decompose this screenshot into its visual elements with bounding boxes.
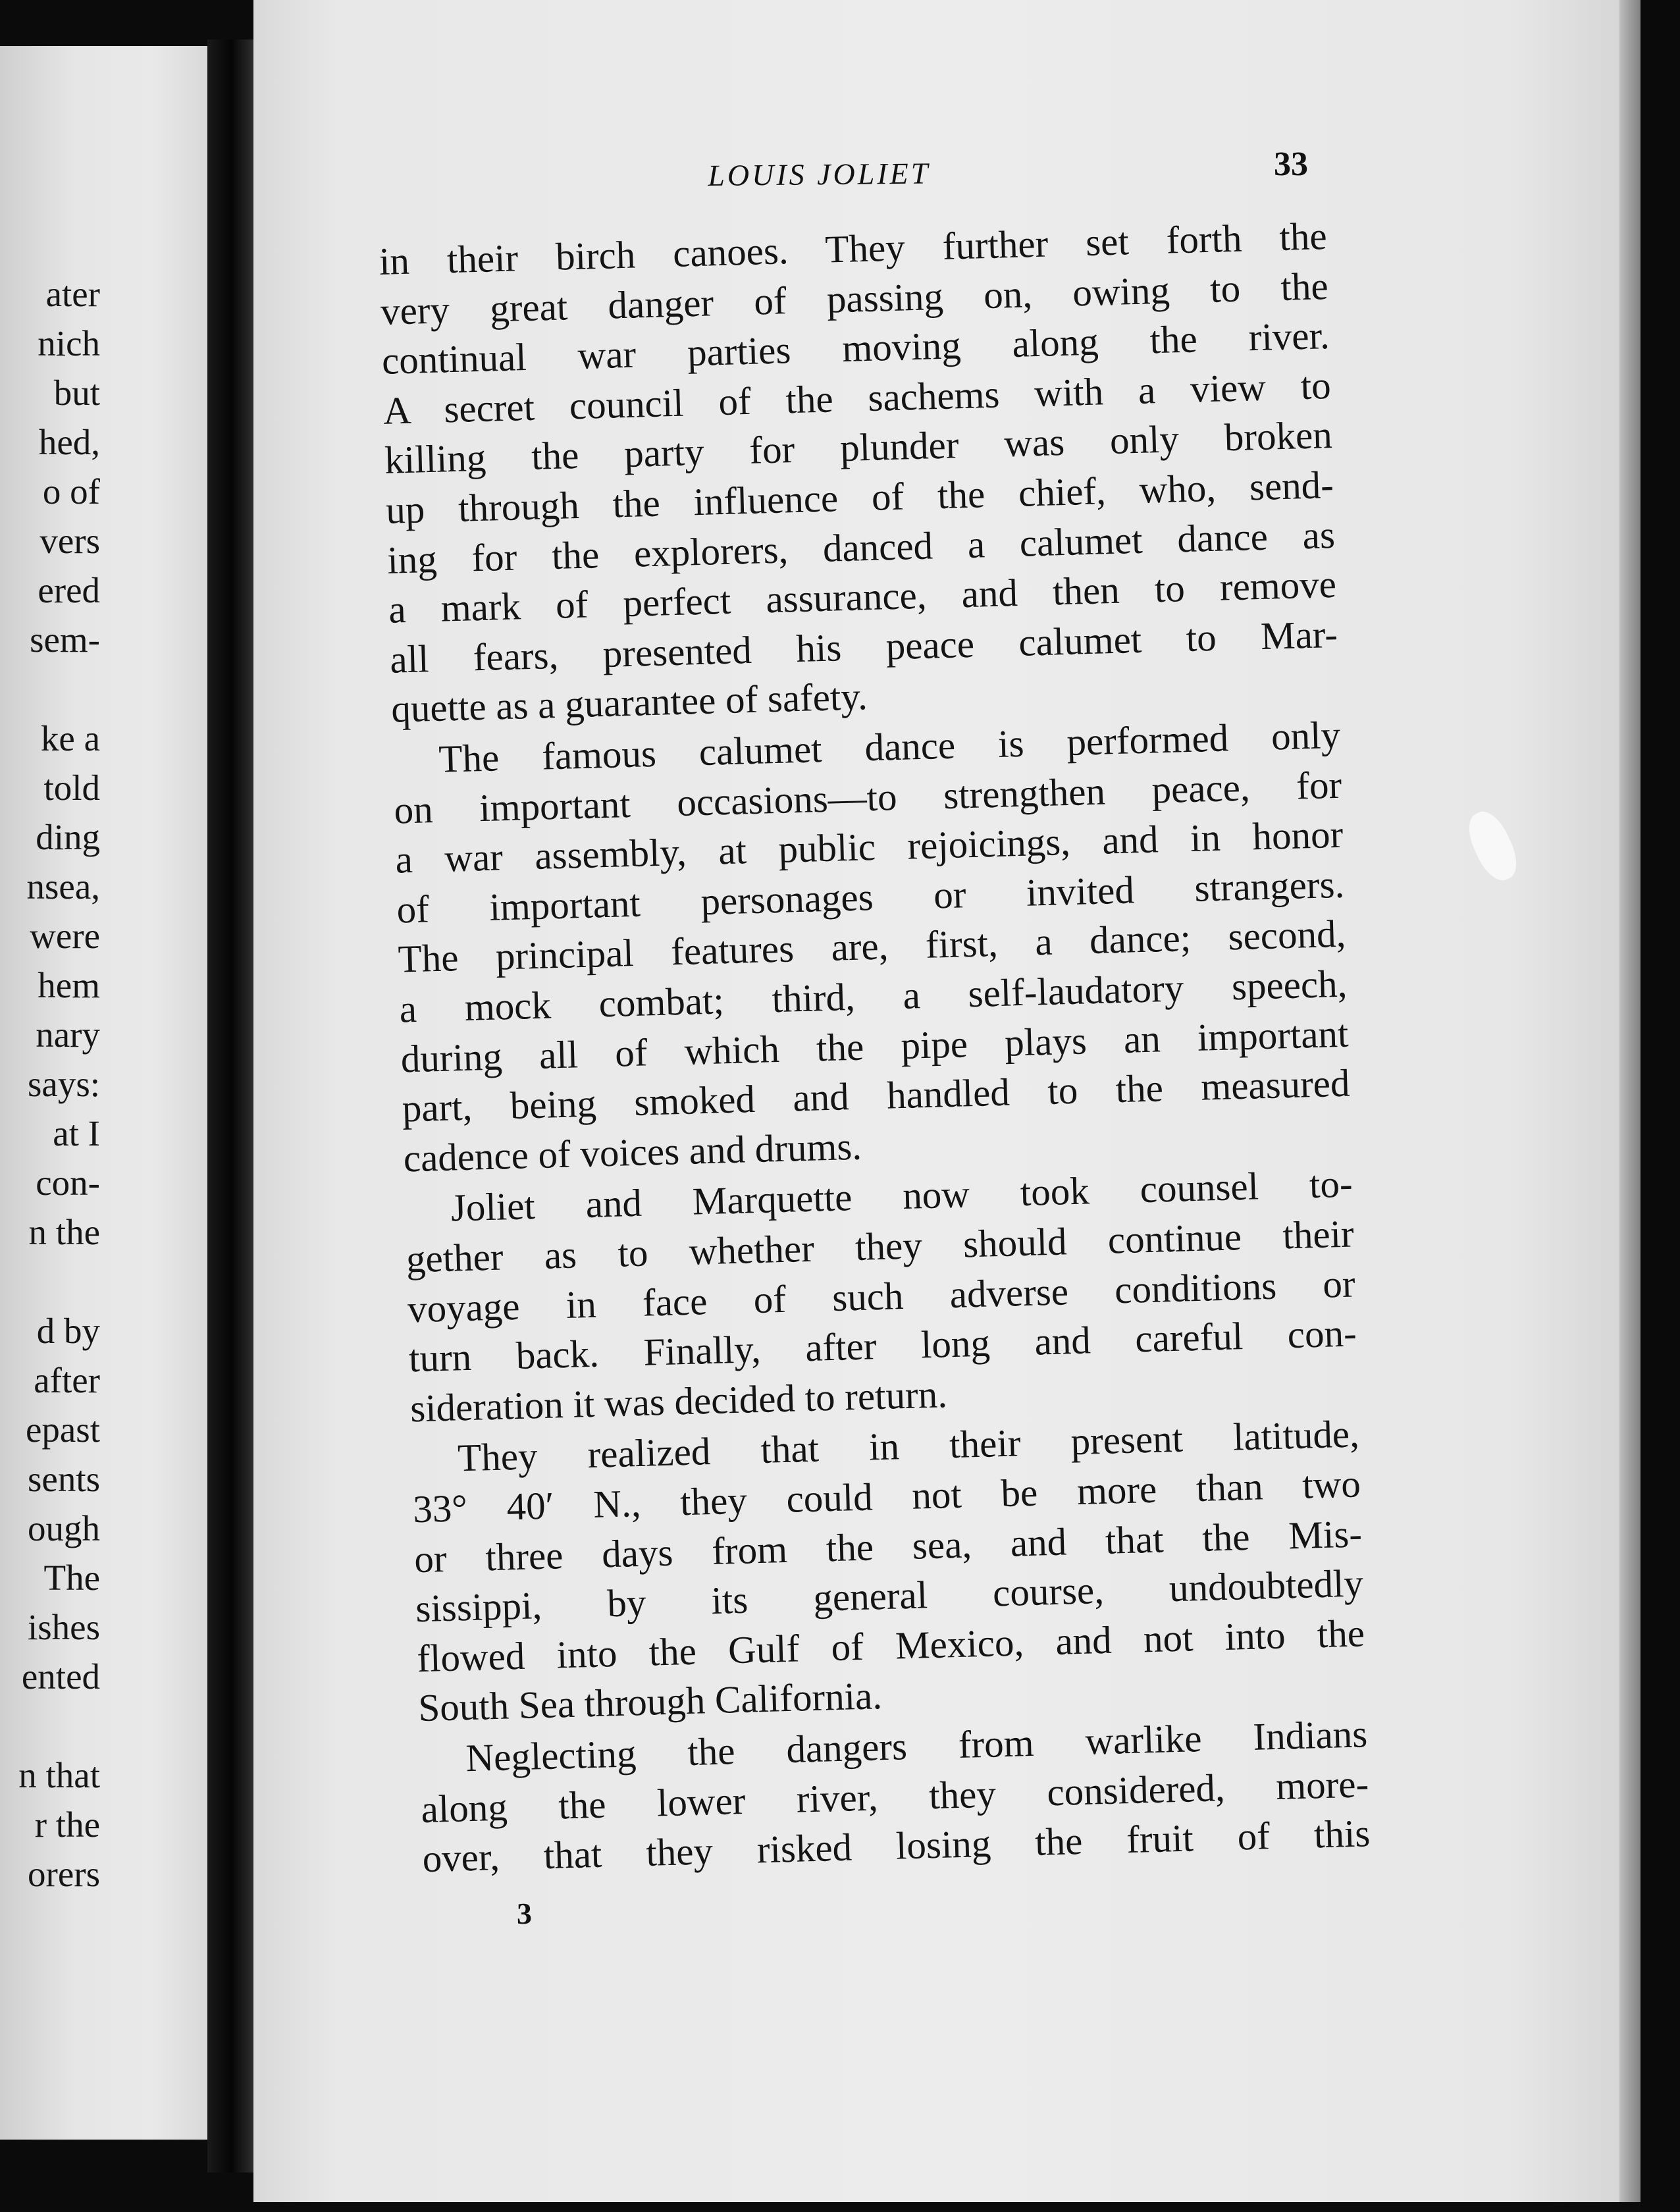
left-text-fragment: n the	[28, 1212, 100, 1252]
text-line: in their birch canoes. They further set forth the	[379, 214, 1328, 283]
left-text-fragment: but	[53, 373, 100, 413]
left-text-fragment: o of	[42, 471, 100, 512]
text-line: gether as to whether they should continue their	[406, 1211, 1355, 1281]
left-text-fragment: nary	[36, 1014, 100, 1055]
left-text-fragment: after	[34, 1360, 100, 1400]
left-text-fragment: con-	[36, 1163, 100, 1203]
left-text-fragment: told	[43, 768, 100, 808]
text-line: over, that they risked losing the fruit of this	[421, 1811, 1371, 1881]
left-text-fragment: hem	[38, 965, 100, 1005]
text-line: cadence of voices and drums.	[402, 1124, 862, 1180]
text-line: The principal features are, first, a dance; second,	[397, 912, 1347, 981]
text-line: Joliet and Marquette now took counsel to-	[450, 1161, 1353, 1230]
text-line: Neglecting the dangers from warlike Indians	[465, 1712, 1368, 1780]
text-line: They realized that in their present latitude,	[457, 1411, 1360, 1480]
text-line: sissippi, by its general course, undoubtedly	[415, 1561, 1364, 1631]
text-line: flowed into the Gulf of Mexico, and not into the	[416, 1611, 1365, 1680]
text-line: all fears, presented his peace calumet to Mar-	[389, 612, 1338, 681]
text-line: A secret council of the sachems with a view to	[382, 363, 1332, 433]
page-number: 33	[1274, 145, 1308, 183]
left-text-fragment: hed,	[38, 422, 100, 462]
left-text-fragment: at I	[53, 1113, 100, 1153]
left-page	[0, 46, 217, 2140]
left-text-fragment: sem-	[30, 619, 100, 660]
text-line: continual war parties moving along the river.	[381, 313, 1330, 383]
left-text-fragment: nich	[38, 323, 100, 363]
text-line: on important occasions—to strengthen peace, for	[393, 762, 1342, 832]
left-text-fragment: ke a	[40, 718, 100, 758]
text-line: killing the party for plunder was only broken	[384, 413, 1333, 483]
text-line: a war assembly, at public rejoicings, and in honor	[394, 812, 1344, 882]
left-text-fragment: ered	[38, 570, 100, 610]
left-text-fragment: says:	[28, 1064, 100, 1104]
text-line: very great danger of passing on, owing to the	[380, 263, 1329, 333]
text-line: voyage in face of such adverse conditions or	[407, 1261, 1356, 1330]
left-text-fragment: were	[30, 916, 100, 956]
running-head: LOUIS JOLIET	[708, 156, 931, 192]
left-text-fragment: ishes	[28, 1607, 100, 1647]
left-text-fragment: ding	[36, 817, 100, 857]
left-text-fragment: ater	[45, 274, 100, 314]
left-text-fragment: The	[43, 1558, 100, 1598]
text-line: The famous calumet dance is performed only	[438, 712, 1341, 781]
text-line: turn back. Finally, after long and careful con-	[408, 1311, 1357, 1381]
text-line: 33° 40′ N., they could not be more than two	[412, 1462, 1361, 1531]
book-gutter	[207, 40, 260, 2172]
text-line: South Sea through California.	[417, 1673, 883, 1730]
text-line: during all of which the pipe plays an important	[400, 1011, 1350, 1081]
left-text-fragment: sents	[28, 1459, 100, 1499]
text-line: a mock combat; third, a self-laudatory speech,	[398, 961, 1348, 1031]
left-text-fragment: r the	[34, 1804, 100, 1845]
text-line: sideration it was decided to return.	[409, 1372, 948, 1431]
text-line: a mark of perfect assurance, and then to remove	[388, 562, 1337, 631]
left-text-fragment: nsea,	[26, 866, 100, 907]
left-text-fragment: ented	[21, 1656, 100, 1697]
text-line: ing for the explorers, danced a calumet dance as	[386, 512, 1336, 582]
left-text-fragment: n that	[18, 1755, 100, 1795]
text-line: or three days from the sea, and that the Mis-	[413, 1511, 1363, 1581]
text-line: part, being smoked and handled to the measured	[401, 1061, 1351, 1130]
left-text-fragment: epast	[25, 1409, 100, 1450]
left-text-fragment: d by	[36, 1311, 100, 1351]
left-text-fragment: vers	[39, 521, 100, 561]
signature-mark: 3	[517, 1897, 532, 1930]
scan-edge	[1641, 0, 1680, 2212]
text-line: quette as a guarantee of safety.	[390, 674, 868, 731]
left-text-fragment: ough	[28, 1508, 100, 1548]
text-line: of important personages or invited strangers.	[396, 862, 1346, 932]
text-line: up through the influence of the chief, who, send-	[385, 462, 1334, 532]
left-text-fragment: orers	[28, 1854, 100, 1894]
text-line: along the lower river, they considered, more-	[420, 1761, 1369, 1831]
